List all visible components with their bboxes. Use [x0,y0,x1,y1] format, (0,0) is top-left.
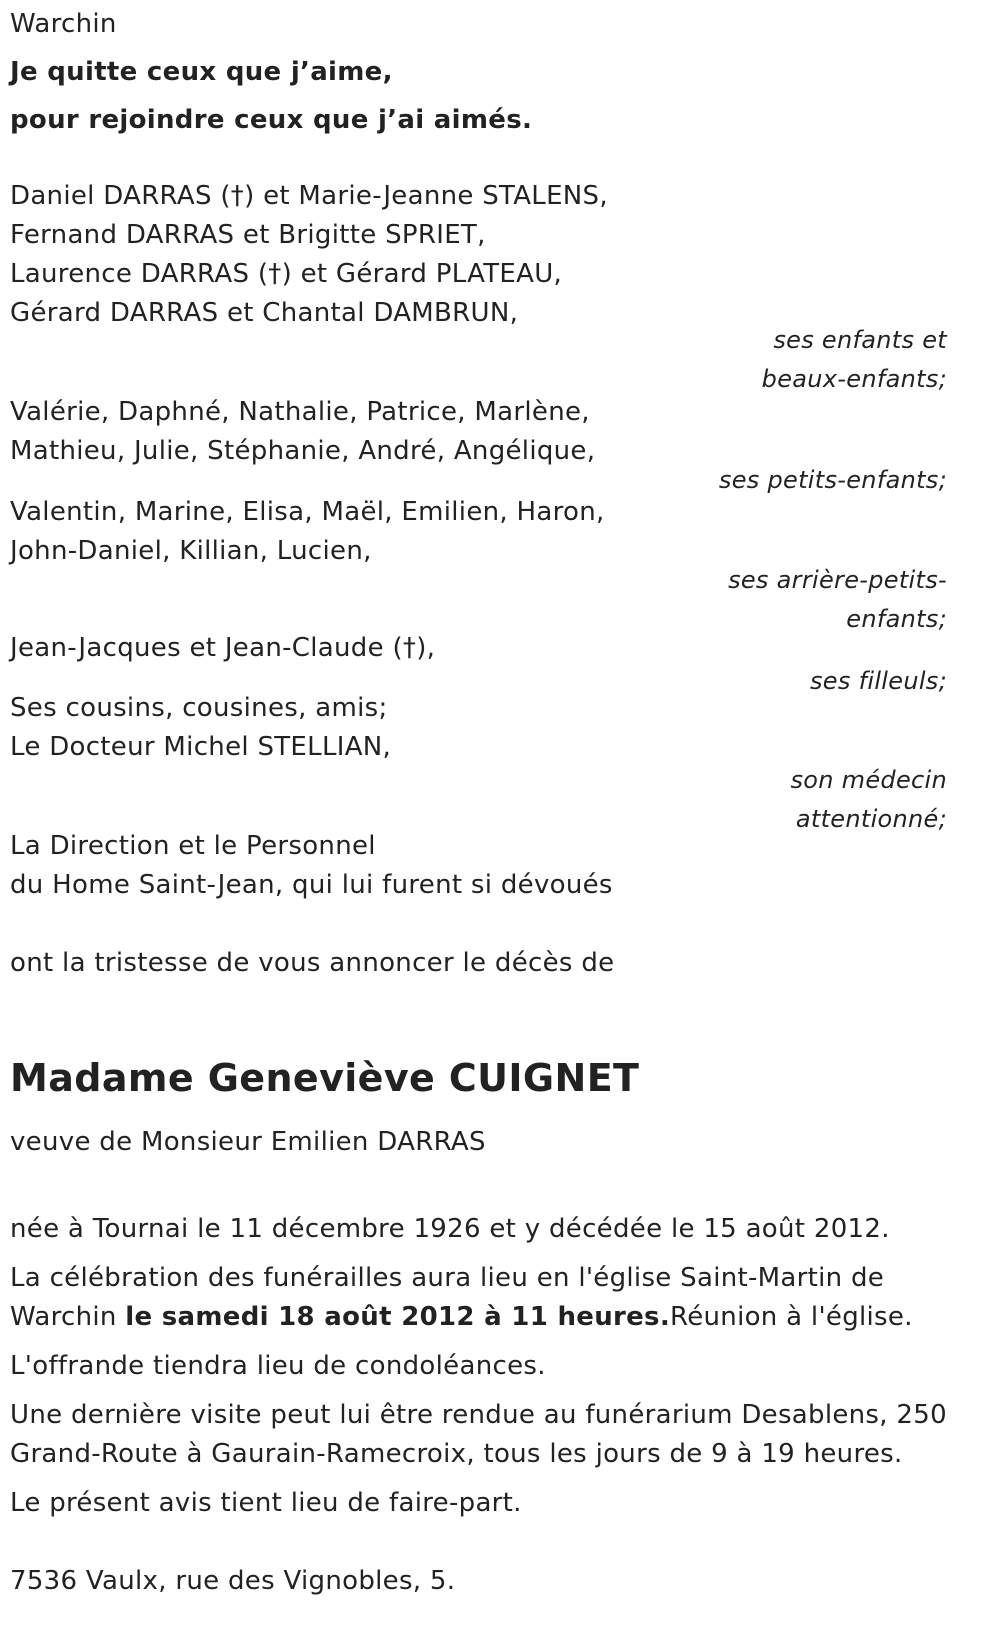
children-role-line-2: beaux-enfants; [761,365,947,393]
cousins-line: Ses cousins, cousines, amis; [10,693,388,723]
home-staff-line-1: La Direction et le Personnel [10,831,376,861]
great-grandchildren-line-2: John-Daniel, Killian, Lucien, [10,536,372,566]
godchildren-line: Jean-Jacques et Jean-Claude (†), [10,633,436,663]
children-line-1: Daniel DARRAS (†) et Marie-Jeanne STALENS, [10,181,608,211]
address-line: 7536 Vaulx, rue des Vignobles, 5. [10,1566,456,1596]
children-role-line-1: ses enfants et [773,326,947,354]
great-grandchildren-line-1: Valentin, Marine, Elisa, Maël, Emilien, Haron, [10,497,605,527]
home-staff-line-2: du Home Saint-Jean, qui lui furent si dévoués [10,870,613,900]
godchildren-role: ses filleuls; [810,667,947,695]
children-line-3: Laurence DARRAS (†) et Gérard PLATEAU, [10,259,563,289]
quote-line-1: Je quitte ceux que j’aime, [10,57,393,87]
grandchildren-line-2: Mathieu, Julie, Stéphanie, André, Angélique, [10,436,596,466]
funeral-reunion: Réunion à l'église. [670,1302,913,1332]
quote-line-2: pour rejoindre ceux que j’ai aimés. [10,105,533,135]
birth-death-line: née à Tournai le 11 décembre 1926 et y décédée le 15 août 2012. [10,1214,890,1244]
funeral-date: le samedi 18 août 2012 à 11 heures. [125,1302,671,1332]
doctor-role-line-1: son médecin [790,766,947,794]
children-line-2: Fernand DARRAS et Brigitte SPRIET, [10,220,486,250]
funeral-place: Warchin [10,1302,126,1332]
great-grandchildren-role-line-1: ses arrière-petits- [728,566,947,594]
town-heading: Warchin [10,9,117,39]
grandchildren-line-1: Valérie, Daphné, Nathalie, Patrice, Marlène, [10,397,590,427]
visit-line-2: Grand-Route à Gaurain-Ramecroix, tous les jours de 9 à 19 heures. [10,1439,903,1469]
funeral-line-1: La célébration des funérailles aura lieu en l'église Saint-Martin de [10,1263,885,1293]
doctor-line: Le Docteur Michel STELLIAN, [10,732,392,762]
widow-of-line: veuve de Monsieur Emilien DARRAS [10,1127,486,1157]
great-grandchildren-role-line-2: enfants; [846,605,947,633]
notice-line: Le présent avis tient lieu de faire-part. [10,1488,522,1518]
offering-line: L'offrande tiendra lieu de condoléances. [10,1351,546,1381]
grandchildren-role: ses petits-enfants; [718,466,947,494]
visit-line-1: Une dernière visite peut lui être rendue au funérarium Desablens, 250 [10,1400,947,1430]
children-line-4: Gérard DARRAS et Chantal DAMBRUN, [10,298,519,328]
announcement-line: ont la tristesse de vous annoncer le décès de [10,948,615,978]
doctor-role-line-2: attentionné; [795,805,947,833]
funeral-line-2 [10,1297,913,1337]
deceased-name: Madame Geneviève CUIGNET [10,1056,640,1100]
